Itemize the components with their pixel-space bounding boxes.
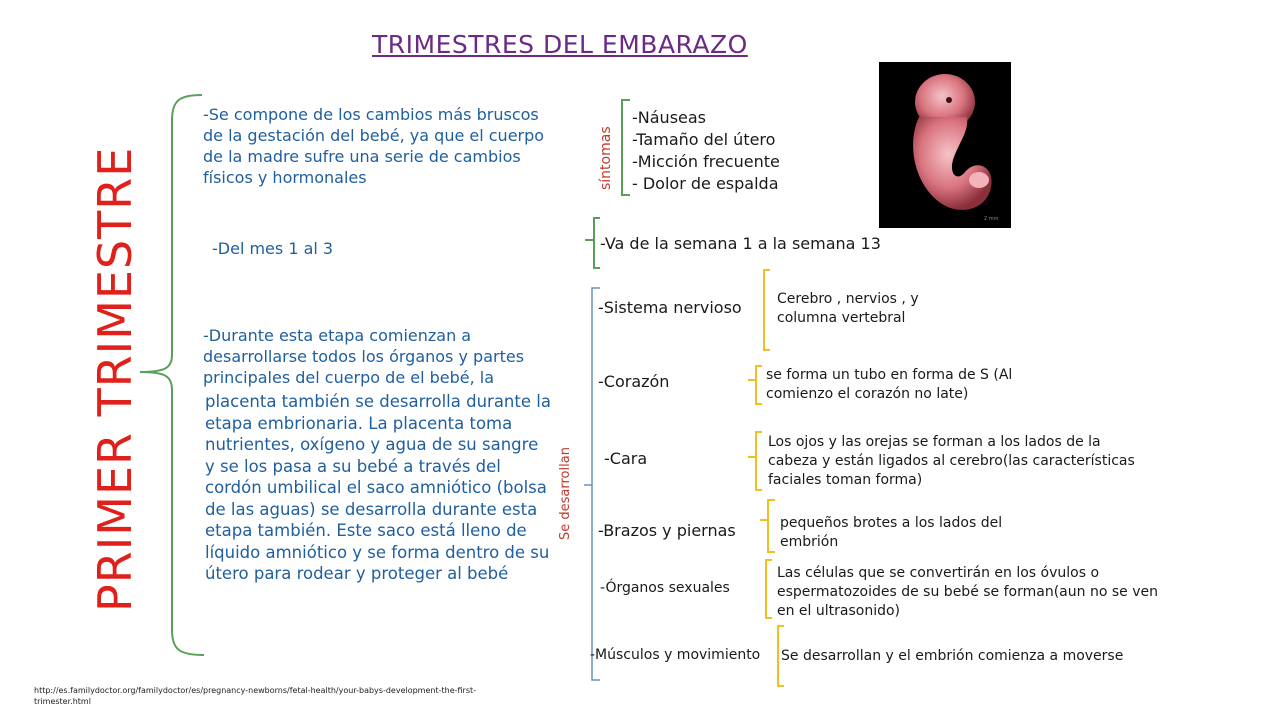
detail-bracket-3 xyxy=(748,432,762,490)
page-title: TRIMESTRES DEL EMBARAZO xyxy=(372,30,748,59)
detail-bracket-1 xyxy=(764,270,770,350)
left-paragraph-3b: placenta también se desarrolla durante la etapa embrionaria. La placenta toma nutrientes, oxígeno y agua de su sangre y se los pasa a su bebé a través del cordón umbilical el saco amniótico (bolsa de las aguas) se desarrolla durante esta etapa también. Este saco está lleno de líquido amniótico y se forma dentro de su útero para rodear y proteger al bebé xyxy=(205,392,551,583)
svg-text:2 mm: 2 mm xyxy=(984,216,999,222)
organ-detail: Los ojos y las orejas se forman a los lados de la cabeza y están ligados al cerebro(las características faciales toman forma) xyxy=(768,434,1135,488)
left-paragraph-1: -Se compone de los cambios más bruscos de la gestación del bebé, ya que el cuerpo de la madre sufre una serie de cambios físicos y hormonales xyxy=(203,105,545,187)
organ-name: -Cara xyxy=(604,449,648,468)
sintoma-item: -Micción frecuente xyxy=(632,152,780,171)
organ-detail: se forma un tubo en forma de S (Al comienzo el corazón no late) xyxy=(766,367,1013,402)
organ-detail: pequeños brotes a los lados del embrión xyxy=(780,515,1003,550)
main-label-vertical: PRIMER TRIMESTRE xyxy=(88,146,142,612)
sintoma-item: -Tamaño del útero xyxy=(632,130,776,149)
main-bracket xyxy=(140,95,204,655)
left-paragraph-3a: -Durante esta etapa comienzan a desarrollarse todos los órganos y partes principales del cuerpo de el bebé, la xyxy=(203,326,525,387)
semanas-text: -Va de la semana 1 a la semana 13 xyxy=(600,234,881,253)
organ-name: -Sistema nervioso xyxy=(598,298,742,317)
sintomas-label: síntomas xyxy=(598,126,614,190)
embryo-image xyxy=(879,62,1011,228)
organ-detail: Las células que se convertirán en los óvulos o espermatozoides de su bebé se forman(aun no se ven en el ultrasonido) xyxy=(777,565,1158,619)
sintoma-item: -Náuseas xyxy=(632,108,707,127)
organ-name: -Músculos y movimiento xyxy=(590,647,761,663)
detail-bracket-2 xyxy=(748,366,762,404)
semana-bracket xyxy=(585,218,600,268)
desarrollo-bracket xyxy=(584,288,600,680)
sintomas-bracket xyxy=(622,100,630,195)
organ-name: -Corazón xyxy=(598,372,670,391)
detail-bracket-5 xyxy=(766,560,772,618)
organ-name: -Órganos sexuales xyxy=(600,580,730,596)
desarrollan-label: Se desarrollan xyxy=(558,447,573,540)
left-paragraph-2: -Del mes 1 al 3 xyxy=(212,239,334,258)
organ-detail: Se desarrollan y el embrión comienza a moverse xyxy=(781,648,1124,664)
source-link[interactable]: http://es.familydoctor.org/familydoctor/es/pregnancy-newborns/fetal-health/your-babys-development-the-first-trimester.html xyxy=(34,686,477,706)
detail-bracket-4 xyxy=(760,500,775,552)
organ-name: -Brazos y piernas xyxy=(598,521,736,540)
sintoma-item: - Dolor de espalda xyxy=(632,174,779,193)
organ-detail: Cerebro , nervios , y columna vertebral xyxy=(777,291,919,326)
